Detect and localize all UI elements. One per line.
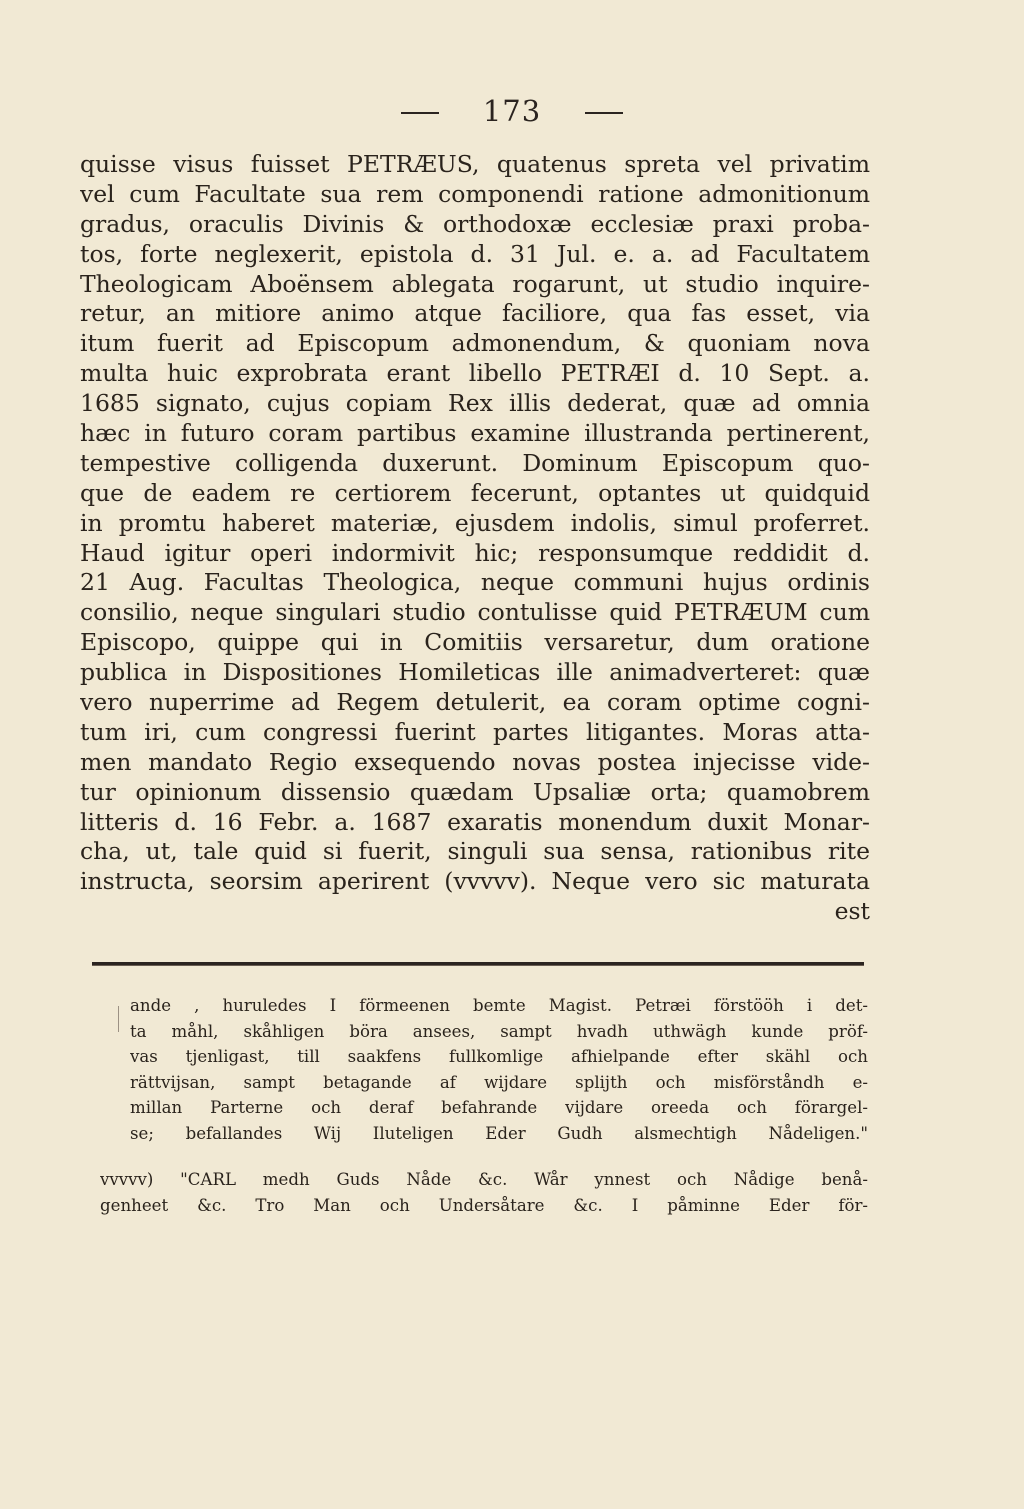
page-number: 173 — [482, 94, 542, 128]
text-line: publica in Dispositiones Homileticas ille animadverteret: quæ — [80, 658, 870, 687]
text-line: instructa, seorsim aperirent (vvvvv). Neque vero sic maturata — [80, 867, 870, 896]
text-line: litteris d. 16 Febr. a. 1687 exaratis monendum duxit Monar- — [80, 807, 870, 836]
footnote-line: vvvvv) "CARL medh Guds Nåde &c. Wår ynnest och Nådige benå- — [100, 1170, 868, 1189]
footnote-line: millan Parterne och deraf befahrande vijdare oreeda och förargel- — [130, 1098, 868, 1118]
footnote-continuation — [130, 993, 868, 1147]
text-line: multa huic exprobrata erant libello PETRÆI d. 10 Sept. a. — [80, 359, 870, 388]
text-line: que de eadem re certiorem fecerunt, optantes ut quidquid — [80, 478, 870, 507]
text-line: hæc in futuro coram partibus examine illustranda pertinerent, — [80, 419, 870, 448]
text-line: tur opinionum dissensio quædam Upsaliæ orta; quamobrem — [80, 777, 870, 806]
footnote-rule — [92, 962, 864, 966]
text-line: tempestive colligenda duxerunt. Dominum Episcopum quo- — [80, 448, 870, 477]
text-line: retur, an mitiore animo atque faciliore, qua fas esset, via — [80, 299, 870, 328]
catchword: est — [834, 897, 870, 926]
text-line: consilio, neque singulari studio contulisse quid PETRÆUM cum — [80, 598, 870, 627]
text-line: itum fuerit ad Episcopum admonendum, & quoniam nova — [80, 329, 870, 358]
text-line: 1685 signato, cujus copiam Rex illis dederat, quæ ad omnia — [80, 389, 870, 418]
footnote-line: vas tjenligast, till saakfens fullkomlige afhielpande efter skähl och — [130, 1047, 868, 1067]
left-dash — [401, 112, 439, 114]
footnote-vvvvv — [100, 1167, 868, 1218]
text-line: tos, forte neglexerit, epistola d. 31 Jul. e. a. ad Facultatem — [80, 239, 870, 268]
text-line: Haud igitur operi indormivit hic; responsumque reddidit d. — [80, 538, 870, 567]
main-text — [80, 150, 870, 927]
text-line: Episcopo, quippe qui in Comitiis versaretur, dum oratione — [80, 628, 870, 657]
text-line: Theologicam Aboënsem ablegata rogarunt, ut studio inquire- — [80, 269, 870, 298]
margin-mark — [118, 1006, 119, 1032]
text-line: gradus, oraculis Divinis & orthodoxæ ecclesiæ praxi proba- — [80, 209, 870, 238]
text-line: tum iri, cum congressi fuerint partes litigantes. Moras atta- — [80, 717, 870, 746]
footnote-line: se; befallandes Wij Iluteligen Eder Gudh alsmechtigh Nådeligen." — [130, 1123, 868, 1143]
text-line: vel cum Facultate sua rem componendi ratione admonitionum — [80, 179, 870, 208]
text-line: vero nuperrime ad Regem detulerit, ea coram optime cogni- — [80, 688, 870, 717]
footnote-line: ande , huruledes I förmeenen bemte Magist. Petræi förstööh i det- — [130, 996, 868, 1015]
text-line: quisse visus fuisset PETRÆUS, quatenus spreta vel privatim — [80, 150, 870, 178]
footnote-line: genheet &c. Tro Man och Undersåtare &c. I påminne Eder för- — [100, 1195, 868, 1215]
text-line: cha, ut, tale quid si fuerit, singuli sua sensa, rationibus rite — [80, 837, 870, 866]
running-head — [0, 94, 1024, 128]
text-line: men mandato Regio exsequendo novas postea injecisse vide- — [80, 747, 870, 776]
footnote-line: rättvijsan, sampt betagande af wijdare splijth och misförståndh e- — [130, 1072, 868, 1092]
footnote-line: ta måhl, skåhligen böra ansees, sampt hvadh uthwägh kunde pröf- — [130, 1021, 868, 1041]
right-dash — [585, 112, 623, 114]
text-line: 21 Aug. Facultas Theologica, neque communi hujus ordinis — [80, 568, 870, 597]
text-line: in promtu haberet materiæ, ejusdem indolis, simul proferret. — [80, 508, 870, 537]
